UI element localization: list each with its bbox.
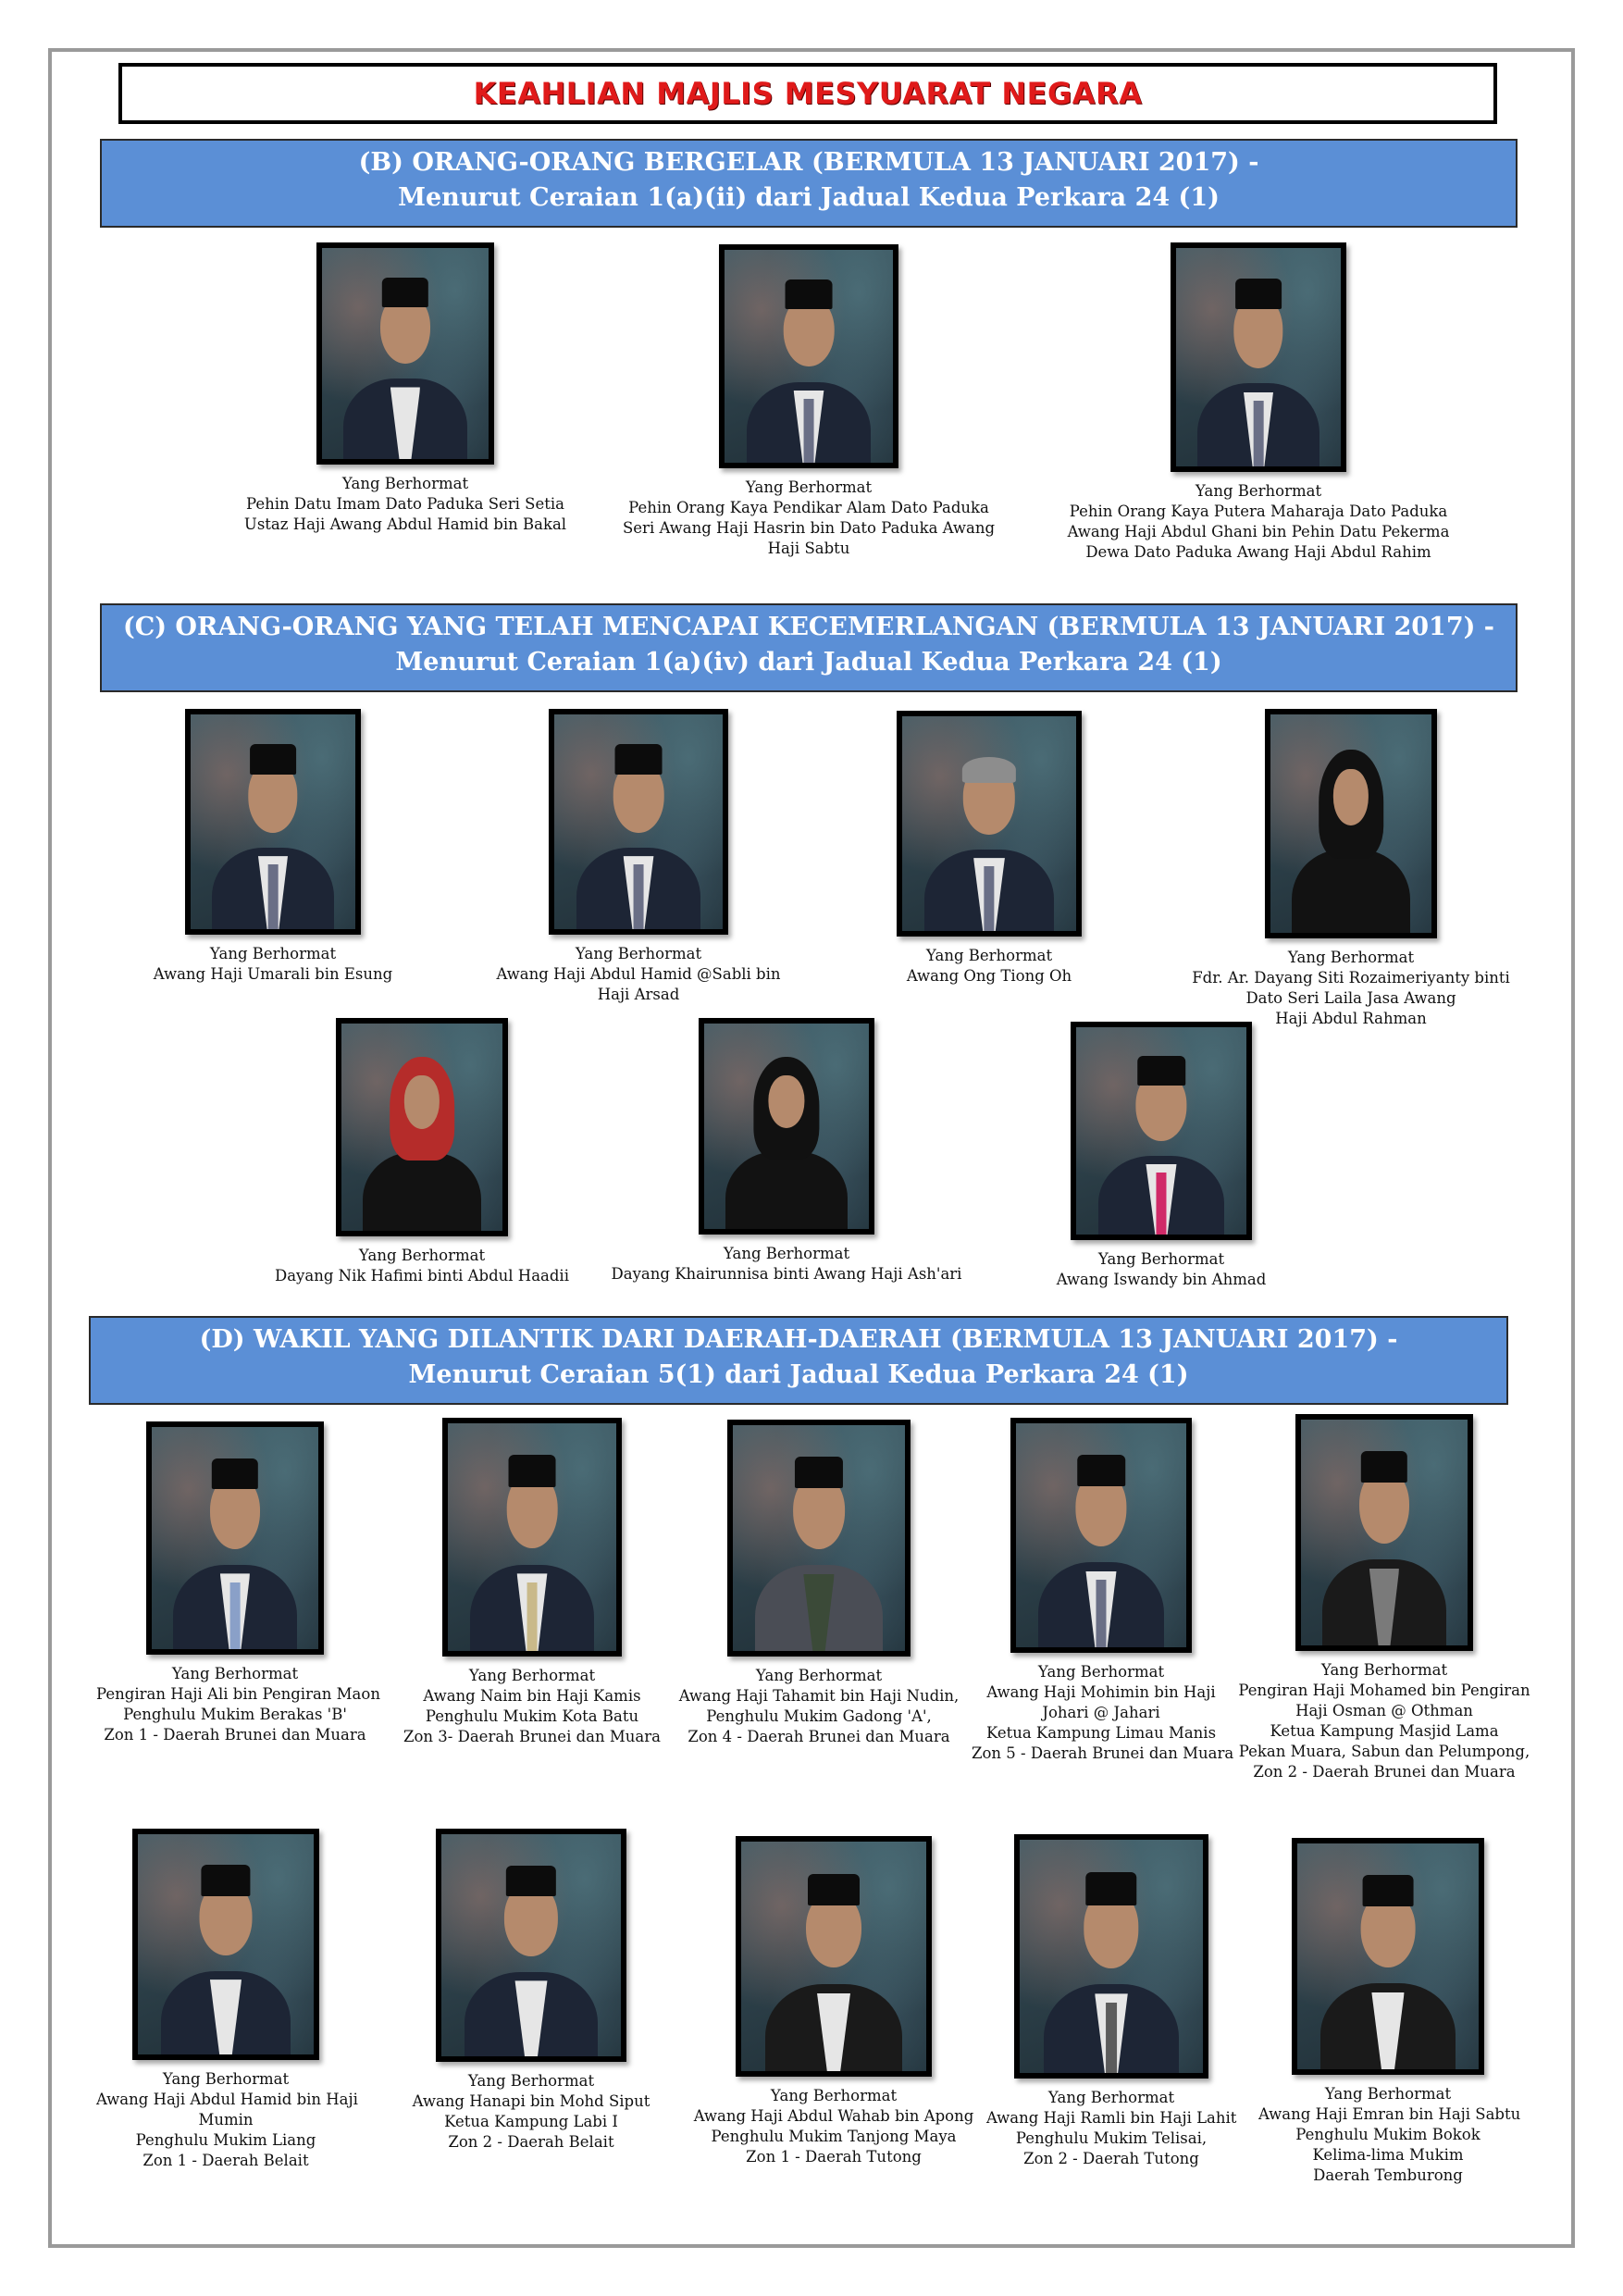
member-card bbox=[1258, 1838, 1521, 2186]
member-portrait bbox=[699, 1018, 874, 1235]
member-card bbox=[1236, 1414, 1532, 1782]
member-caption: Yang Berhormat Dayang Nik Hafimi binti Abdul Haadii bbox=[274, 1247, 569, 1285]
member-caption: Yang Berhormat Awang Hanapi bin Mohd Siput Ketua Kampung Labi I Zon 2 - Daerah Belait bbox=[412, 2072, 650, 2151]
section-c-line1: (C) ORANG-ORANG YANG TELAH MENCAPAI KECEMERLANGAN (BERMULA 13 JANUARI 2017) - bbox=[122, 613, 1495, 641]
member-portrait bbox=[897, 711, 1082, 937]
member-caption: Yang Berhormat Awang Naim bin Haji Kamis Penghulu Mukim Kota Batu Zon 3- Daerah Brunei dan Muara bbox=[403, 1667, 661, 1745]
member-caption: Yang Berhormat Awang Haji Tahamit bin Haji Nudin, Penghulu Mukim Gadong 'A', Zon 4 - Daerah Brunei dan Muara bbox=[678, 1667, 960, 1745]
section-b-banner bbox=[100, 139, 1518, 228]
section-b-line1: (B) ORANG-ORANG BERGELAR (BERMULA 13 JANUARI 2017) - bbox=[358, 148, 1259, 177]
member-caption: Yang Berhormat Pehin Datu Imam Dato Paduka Seri Setia Ustaz Haji Awang Abdul Hamid bin Bakal bbox=[243, 475, 567, 533]
member-portrait bbox=[1014, 1834, 1208, 2079]
member-portrait bbox=[336, 1018, 508, 1236]
member-portrait bbox=[436, 1829, 626, 2062]
title-box bbox=[118, 63, 1497, 124]
member-card bbox=[274, 1018, 570, 1286]
section-c-line2: Menurut Ceraian 1(a)(iv) dari Jadual Kedua Perkara 24 (1) bbox=[395, 648, 1222, 676]
member-caption: Yang Berhormat Awang Ong Tiong Oh bbox=[906, 947, 1072, 985]
member-caption: Yang Berhormat Pengiran Haji Ali bin Pengiran Maon Penghulu Mukim Berakas 'B' Zon 1 - Daerah Brunei dan Muara bbox=[96, 1665, 380, 1744]
member-caption: Yang Berhormat Dayang Khairunnisa binti Awang Haji Ash'ari bbox=[611, 1245, 962, 1283]
member-card bbox=[675, 1420, 962, 1747]
member-card bbox=[986, 1834, 1236, 2169]
section-d-line1: (D) WAKIL YANG DILANTIK DARI DAERAH-DAERAH (BERMULA 13 JANUARI 2017) - bbox=[199, 1325, 1398, 1354]
member-caption: Yang Berhormat Pengiran Haji Mohamed bin Pengiran Haji Osman @ Othman Ketua Kampung Masjid Lama Pekan Muara, Sabun dan Pelumpong, Zon 2 - Daerah Brunei dan Muara bbox=[1238, 1661, 1530, 1781]
member-portrait bbox=[727, 1420, 911, 1657]
member-caption: Yang Berhormat Awang Haji Emran bin Haji Sabtu Penghulu Mukim Bokok Kelima-lima Mukim Daerah Temburong bbox=[1258, 2085, 1521, 2184]
member-card bbox=[139, 709, 407, 985]
page-title: KEAHLIAN MAJLIS MESYUARAT NEGARA bbox=[473, 76, 1143, 111]
member-caption: Yang Berhormat Awang Haji Umarali bin Esung bbox=[153, 945, 393, 983]
member-portrait bbox=[316, 242, 494, 465]
member-portrait bbox=[1071, 1022, 1252, 1240]
member-caption: Yang Berhormat Awang Haji Mohimin bin Haji Johari @ Jahari Ketua Kampung Limau Manis Zon 5 - Daerah Brunei dan Muara bbox=[972, 1663, 1234, 1762]
section-c-banner bbox=[100, 603, 1518, 692]
member-card bbox=[614, 244, 1003, 559]
member-portrait bbox=[719, 244, 898, 468]
member-portrait bbox=[1265, 709, 1437, 938]
member-portrait bbox=[1171, 242, 1346, 472]
member-card bbox=[873, 711, 1105, 987]
member-portrait bbox=[1010, 1418, 1192, 1653]
member-card bbox=[1055, 242, 1462, 563]
member-card bbox=[211, 242, 600, 535]
member-caption: Yang Berhormat Awang Haji Abdul Wahab bin Apong Penghulu Mukim Tanjong Maya Zon 1 - Daerah Tutong bbox=[693, 2087, 974, 2166]
member-portrait bbox=[549, 709, 728, 935]
member-card bbox=[402, 1829, 661, 2153]
member-card bbox=[96, 1829, 358, 2171]
member-portrait bbox=[442, 1418, 622, 1657]
member-portrait bbox=[1295, 1414, 1473, 1651]
member-caption: Yang Berhormat Awang Haji Abdul Hamid bin Haji Mumin Penghulu Mukim Liang Zon 1 - Daerah Belait bbox=[96, 2070, 358, 2169]
member-caption: Yang Berhormat Pehin Orang Kaya Pendikar Alam Dato Paduka Seri Awang Haji Hasrin bin Dato Paduka Awang Haji Sabtu bbox=[622, 478, 996, 557]
section-d-banner bbox=[89, 1316, 1508, 1405]
member-card bbox=[1036, 1022, 1286, 1290]
member-card bbox=[481, 709, 796, 1005]
member-card bbox=[972, 1418, 1234, 1764]
member-card bbox=[96, 1421, 380, 1745]
section-b-line2: Menurut Ceraian 1(a)(ii) dari Jadual Kedua Perkara 24 (1) bbox=[398, 183, 1220, 212]
member-card bbox=[1175, 709, 1527, 1029]
member-card bbox=[690, 1836, 977, 2167]
member-caption: Yang Berhormat Awang Haji Ramli bin Haji Lahit Penghulu Mukim Telisai, Zon 2 - Daerah Tutong bbox=[986, 2089, 1237, 2167]
member-caption: Yang Berhormat Pehin Orang Kaya Putera Maharaja Dato Paduka Awang Haji Abdul Ghani bin Pehin Datu Pekerma Dewa Dato Paduka Awang Haji Abdul Rahim bbox=[1067, 482, 1450, 561]
member-caption: Yang Berhormat Awang Haji Abdul Hamid @Sabli bin Haji Arsad bbox=[496, 945, 781, 1003]
section-d-line2: Menurut Ceraian 5(1) dari Jadual Kedua Perkara 24 (1) bbox=[408, 1360, 1189, 1389]
member-portrait bbox=[132, 1829, 319, 2060]
member-portrait bbox=[1292, 1838, 1484, 2075]
member-card bbox=[611, 1018, 962, 1285]
member-caption: Yang Berhormat Fdr. Ar. Dayang Siti Rozaimeriyanty binti Dato Seri Laila Jasa Awang Haji Abdul Rahman bbox=[1192, 949, 1510, 1027]
member-portrait bbox=[736, 1836, 932, 2077]
member-portrait bbox=[146, 1421, 324, 1655]
member-portrait bbox=[185, 709, 361, 935]
member-card bbox=[398, 1418, 666, 1747]
member-caption: Yang Berhormat Awang Iswandy bin Ahmad bbox=[1056, 1250, 1267, 1288]
